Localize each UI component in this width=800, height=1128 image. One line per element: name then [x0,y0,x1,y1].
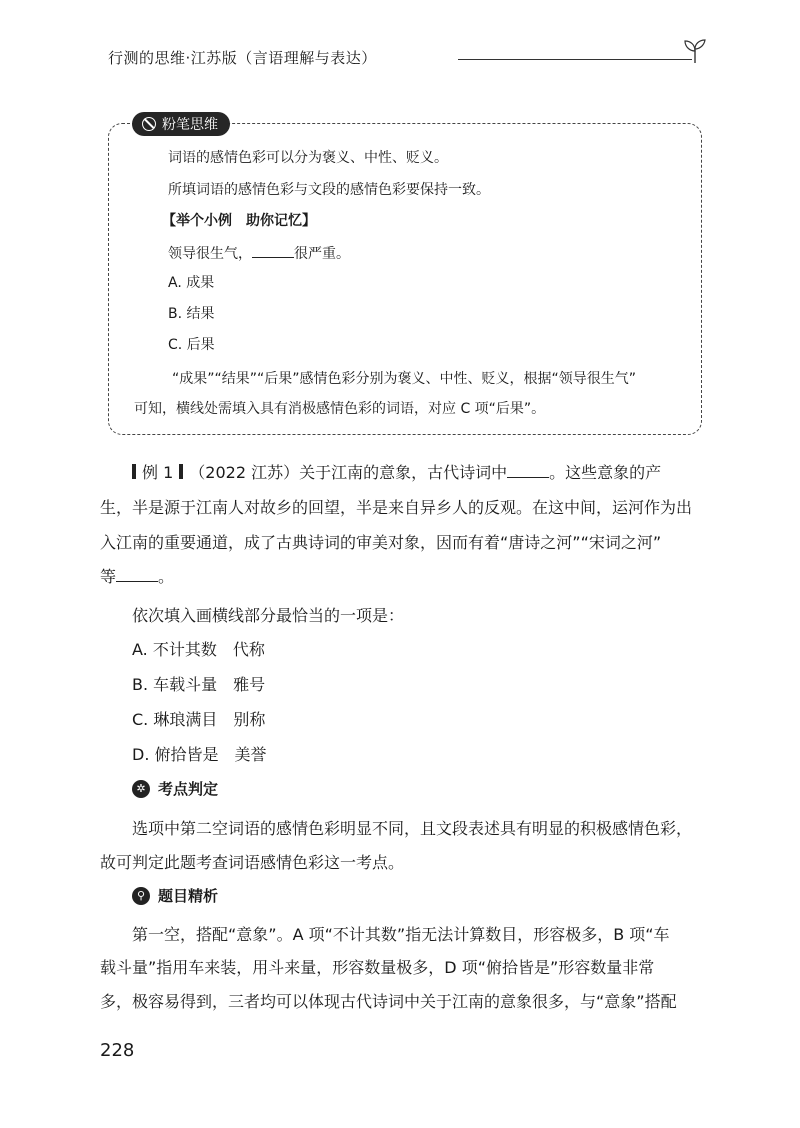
running-header [108,45,708,73]
tip-explanation-2: 可知，横线处需填入具有消极感情色彩的词语，对应 C 项“后果”。 [134,401,546,417]
test-point-line-1: 选项中第二空词语的感情色彩明显不同，且文段表述具有明显的积极感情色彩， [132,819,693,838]
example-option-a: A. 不计其数 代称 [132,640,265,659]
example-line-4-pre: 等 [100,567,117,586]
test-point-line-2: 故可判定此题考查词语感情色彩这一考点。 [100,853,405,872]
example-line-4 [100,566,174,588]
tip-example-sentence [168,243,350,263]
example-line-3: 入江南的重要通道，成了古典诗词的审美对象，因而有着“唐诗之河”“宋词之河” [100,533,662,552]
tip-box-tag-label: 粉笔思维 [162,117,218,133]
example-line-1 [126,462,661,484]
example-question: 依次填入画横线部分最恰当的一项是： [132,606,405,625]
header-rule [458,59,692,60]
example-option-b: B. 车载斗量 雅号 [132,675,266,694]
page-number: 228 [100,1040,135,1061]
example-line-2: 生，半是源于江南人对故乡的回望，半是来自异乡人的反观。在这中间，运河作为出 [100,498,693,517]
analysis-line-3: 多，极容易得到，三者均可以体现古代诗词中关于江南的意象很多，与“意象”搭配 [100,992,677,1011]
example-line-4-post: 。 [158,567,175,586]
section-heading-test-point [132,778,218,799]
running-header-title: 行测的思维·江苏版（言语理解与表达） [108,49,377,67]
section-heading-analysis-label: 题目精析 [158,887,219,905]
magnifier-icon: ⚲ [132,887,150,905]
example-marker-right [179,464,183,479]
tip-explanation-1: “成果”“结果”“后果”感情色彩分别为褒义、中性、贬义，根据“领导很生气” [172,371,637,387]
example-option-c: C. 琳琅满目 别称 [132,710,266,729]
example-option-d: D. 俯拾皆是 美誉 [132,745,267,764]
fill-blank [252,243,294,258]
example-line-1-post: 。这些意象的产 [549,463,662,482]
fill-blank [116,567,158,582]
pen-icon [142,117,156,131]
tip-line-1: 词语的感情色彩可以分为褒义、中性、贬义。 [168,150,448,166]
tip-example-sentence-post: 很严重。 [294,246,350,262]
analysis-line-2: 载斗量”指用车来装，用斗来量，形容数量极多，D 项“俯拾皆是”形容数量非常 [100,958,655,977]
tip-example-heading: 【举个小例 助你记忆】 [162,213,316,229]
tip-option-c: C. 后果 [168,337,215,353]
section-heading-test-point-label: 考点判定 [158,780,219,798]
example-line-1-pre: （2022 江苏）关于江南的意象，古代诗词中 [189,463,508,482]
tip-box-tag [132,112,230,136]
analysis-line-1: 第一空，搭配“意象”。A 项“不计其数”指无法计算数目，形容极多，B 项“车 [132,925,670,944]
tip-option-a: A. 成果 [168,275,215,291]
section-heading-analysis [132,885,218,906]
fill-blank [507,463,549,478]
sprout-icon [682,37,708,65]
example-label: 例 1 [142,463,174,482]
example-marker-left [132,464,136,479]
gear-icon: ✲ [132,780,150,798]
tip-example-sentence-pre: 领导很生气， [168,246,252,262]
tip-line-2: 所填词语的感情色彩与文段的感情色彩要保持一致。 [168,182,490,198]
tip-option-b: B. 结果 [168,306,215,322]
